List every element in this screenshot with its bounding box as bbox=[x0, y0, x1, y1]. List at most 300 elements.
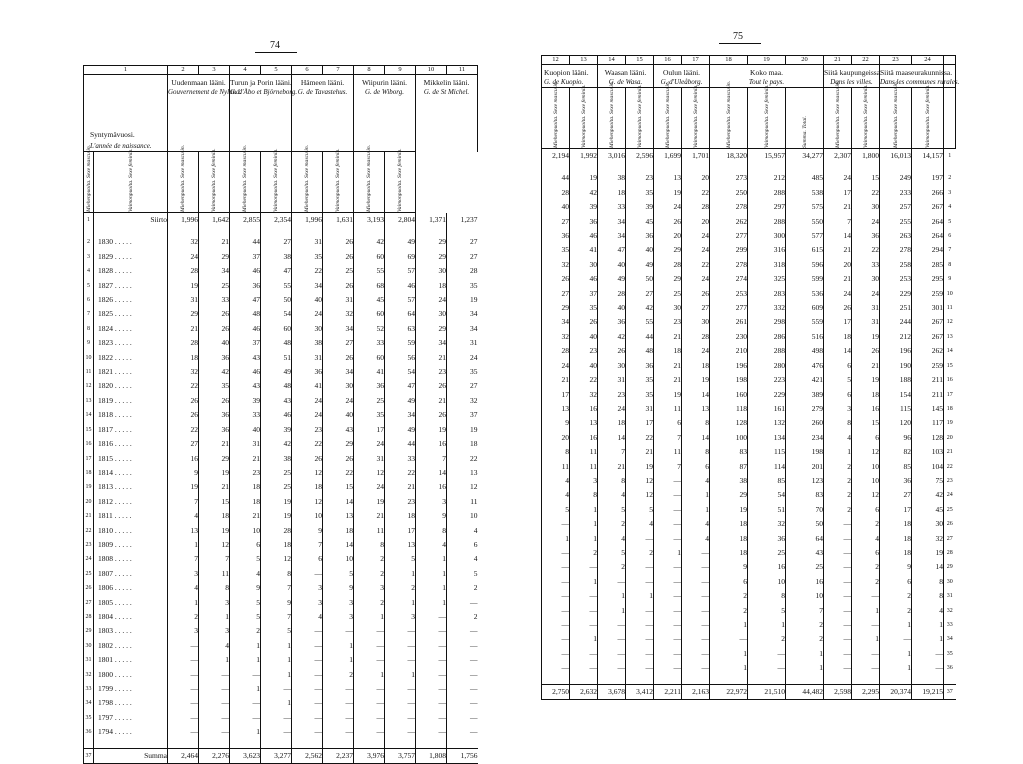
data-cell: — bbox=[570, 647, 598, 661]
data-cell: 26 bbox=[852, 344, 880, 358]
data-cell: 19 bbox=[852, 330, 880, 344]
sex-label-cell bbox=[654, 80, 682, 149]
data-cell: 117 bbox=[912, 416, 944, 430]
left-page-number: 74 bbox=[270, 40, 280, 51]
data-cell: 6 bbox=[292, 552, 323, 566]
data-cell: — bbox=[824, 661, 852, 675]
data-cell: 15 bbox=[852, 416, 880, 430]
data-cell: — bbox=[598, 618, 626, 632]
table-row bbox=[542, 684, 956, 699]
sex-male-label: Miehenpuolta. Sexe masculin. bbox=[85, 144, 92, 212]
data-cell: 29 bbox=[416, 235, 447, 249]
data-cell: 10 bbox=[230, 524, 261, 538]
data-cell: 9 bbox=[230, 581, 261, 595]
data-cell: 476 bbox=[786, 359, 824, 373]
data-cell: — bbox=[626, 618, 654, 632]
data-cell: 33 bbox=[199, 293, 230, 307]
data-cell: — bbox=[570, 560, 598, 574]
data-cell: 24 bbox=[852, 287, 880, 301]
data-cell: 55 bbox=[261, 279, 292, 293]
data-cell: 46 bbox=[230, 322, 261, 336]
data-cell: 3 bbox=[323, 596, 354, 610]
data-cell: 1 bbox=[710, 661, 748, 675]
data-cell: 6 bbox=[852, 546, 880, 560]
data-cell: 32 bbox=[542, 258, 570, 272]
data-cell: 2 bbox=[168, 610, 199, 624]
row-year-label: 1814 . . . . . bbox=[94, 466, 168, 480]
data-cell: — bbox=[542, 517, 570, 531]
row-index: 5 bbox=[84, 279, 94, 293]
table-row bbox=[84, 365, 478, 379]
data-cell: 16 bbox=[416, 437, 447, 451]
data-cell: 11 bbox=[199, 567, 230, 581]
data-cell: — bbox=[447, 596, 478, 610]
data-cell: 1 bbox=[230, 653, 261, 667]
sex-label: Miehenpuolta. Sexe masculin. bbox=[664, 80, 671, 148]
table-row bbox=[542, 431, 956, 445]
data-cell: 18 bbox=[168, 351, 199, 365]
data-cell: — bbox=[385, 696, 416, 710]
data-cell: — bbox=[682, 589, 710, 603]
data-cell: 2 bbox=[354, 552, 385, 566]
data-cell: — bbox=[852, 618, 880, 632]
data-cell: 5 bbox=[230, 610, 261, 624]
data-cell: 7 bbox=[292, 538, 323, 552]
table-row bbox=[84, 524, 478, 538]
data-cell: 1 bbox=[912, 618, 944, 632]
row-index: 34 bbox=[944, 632, 956, 646]
row-gap bbox=[84, 227, 478, 235]
table-row bbox=[542, 330, 956, 344]
data-cell: 4 bbox=[682, 474, 710, 488]
data-cell: 15 bbox=[852, 171, 880, 185]
data-cell: 18 bbox=[416, 279, 447, 293]
data-cell: 7 bbox=[416, 452, 447, 466]
data-cell: — bbox=[626, 647, 654, 661]
data-cell: 128 bbox=[912, 431, 944, 445]
data-cell: 35 bbox=[626, 388, 654, 402]
table-row bbox=[542, 215, 956, 229]
data-cell: 19 bbox=[168, 480, 199, 494]
data-cell: 70 bbox=[786, 503, 824, 517]
data-cell: 30 bbox=[292, 322, 323, 336]
data-cell: — bbox=[354, 711, 385, 725]
data-cell: 26 bbox=[598, 344, 626, 358]
data-cell: — bbox=[230, 696, 261, 710]
data-cell: 18 bbox=[447, 437, 478, 451]
row-index: 27 bbox=[944, 532, 956, 546]
data-cell: 8 bbox=[542, 445, 570, 459]
province-header-oulu: Oulun lääni. G. d'Uleåborg. bbox=[654, 65, 710, 88]
data-cell: 56 bbox=[385, 351, 416, 365]
data-cell: 18 bbox=[292, 480, 323, 494]
data-cell: 55 bbox=[354, 264, 385, 278]
data-cell: 36 bbox=[880, 474, 912, 488]
data-cell: 103 bbox=[912, 445, 944, 459]
data-cell: 13 bbox=[323, 509, 354, 523]
data-cell: 5 bbox=[626, 503, 654, 517]
data-cell: 34 bbox=[447, 322, 478, 336]
data-cell: 43 bbox=[230, 379, 261, 393]
data-cell: 3 bbox=[199, 624, 230, 638]
data-cell: 23 bbox=[654, 315, 682, 329]
sex-label-cell bbox=[912, 84, 944, 149]
data-cell: 16 bbox=[786, 575, 824, 589]
data-cell: 24 bbox=[416, 293, 447, 307]
data-cell: 1 bbox=[230, 725, 261, 739]
data-cell: 36 bbox=[542, 229, 570, 243]
col-number-4: 4 bbox=[230, 66, 261, 75]
data-cell: 211 bbox=[912, 373, 944, 387]
data-cell: 1 bbox=[710, 618, 748, 632]
data-cell: 1 bbox=[880, 618, 912, 632]
row-index: 10 bbox=[84, 351, 94, 365]
row-gap bbox=[542, 676, 956, 685]
data-cell: 262 bbox=[912, 344, 944, 358]
data-cell: 1 bbox=[354, 668, 385, 682]
data-cell: 8 bbox=[570, 488, 598, 502]
data-cell: 1 bbox=[570, 575, 598, 589]
row-index: 26 bbox=[84, 581, 94, 595]
province-header-vaasa: Waasan lääni. G. de Wasa. bbox=[598, 65, 654, 88]
data-cell: — bbox=[292, 711, 323, 725]
data-cell: 11 bbox=[570, 460, 598, 474]
data-cell: 39 bbox=[261, 423, 292, 437]
data-cell: 40 bbox=[570, 359, 598, 373]
data-cell: 298 bbox=[748, 315, 786, 329]
data-cell: — bbox=[292, 696, 323, 710]
data-cell: — bbox=[416, 725, 447, 739]
data-cell: 21 bbox=[824, 272, 852, 286]
sex-label: Miehenpuolta. Sexe masculin. bbox=[552, 80, 559, 148]
data-cell: — bbox=[542, 560, 570, 574]
table-row bbox=[542, 460, 956, 474]
data-cell: 17 bbox=[542, 388, 570, 402]
col-number-18: 18 bbox=[710, 56, 748, 65]
sex-label: Miehenpuolta. Sexe masculin. bbox=[834, 80, 841, 148]
data-cell: 1 bbox=[880, 661, 912, 675]
row-index: 11 bbox=[944, 301, 956, 315]
data-cell: 37 bbox=[447, 408, 478, 422]
row-year-label: 1804 . . . . . bbox=[94, 610, 168, 624]
data-cell: 29 bbox=[542, 301, 570, 315]
data-cell: 45 bbox=[626, 215, 654, 229]
data-cell: 33 bbox=[385, 452, 416, 466]
data-cell: 34 bbox=[598, 229, 626, 243]
data-cell: — bbox=[682, 618, 710, 632]
data-cell: 54 bbox=[261, 307, 292, 321]
data-cell: 4 bbox=[912, 604, 944, 618]
data-cell: — bbox=[880, 632, 912, 646]
data-cell: 11 bbox=[654, 445, 682, 459]
row-index: 2 bbox=[944, 171, 956, 185]
sex-label: Vaimonpuolta. Sexe feminin. bbox=[862, 84, 869, 148]
data-cell: — bbox=[710, 632, 748, 646]
data-cell: 1 bbox=[880, 647, 912, 661]
data-cell: 20 bbox=[542, 431, 570, 445]
data-cell: — bbox=[824, 589, 852, 603]
data-cell: 3,412 bbox=[626, 684, 654, 699]
data-cell: 35 bbox=[354, 408, 385, 422]
data-cell: 24 bbox=[682, 229, 710, 243]
header-whole-country: Koko maa. Tout le pays. bbox=[710, 65, 824, 88]
right-data-body bbox=[542, 149, 956, 700]
table-row bbox=[84, 552, 478, 566]
data-cell: 264 bbox=[912, 229, 944, 243]
data-cell: 22 bbox=[292, 264, 323, 278]
data-cell: 22 bbox=[385, 466, 416, 480]
data-cell: 38 bbox=[261, 250, 292, 264]
data-cell: 29 bbox=[654, 243, 682, 257]
data-cell: 82 bbox=[880, 445, 912, 459]
data-cell: 7 bbox=[824, 215, 852, 229]
data-cell: 1 bbox=[385, 567, 416, 581]
data-cell: 251 bbox=[880, 301, 912, 315]
table-row bbox=[84, 596, 478, 610]
data-cell: — bbox=[626, 532, 654, 546]
data-cell: 1 bbox=[710, 647, 748, 661]
data-cell: — bbox=[682, 632, 710, 646]
row-year-label: 1798 . . . . . bbox=[94, 696, 168, 710]
index-spacer bbox=[944, 88, 956, 149]
province-header-hame: Hämeen lääni. G. de Tavastehus. bbox=[292, 75, 354, 152]
data-cell: 4 bbox=[168, 509, 199, 523]
data-cell: 5 bbox=[542, 503, 570, 517]
data-cell: 2 bbox=[710, 604, 748, 618]
data-cell: 24 bbox=[598, 402, 626, 416]
data-cell: 28 bbox=[542, 186, 570, 200]
data-cell: 60 bbox=[354, 351, 385, 365]
table-row bbox=[542, 171, 956, 185]
data-cell: 37 bbox=[570, 287, 598, 301]
data-cell: 1 bbox=[385, 596, 416, 610]
data-cell: 1 bbox=[570, 503, 598, 517]
data-cell: 2,632 bbox=[570, 684, 598, 699]
row-index: 6 bbox=[944, 229, 956, 243]
data-cell: 35 bbox=[626, 373, 654, 387]
data-cell: — bbox=[385, 624, 416, 638]
data-cell: 498 bbox=[786, 344, 824, 358]
data-cell: — bbox=[416, 624, 447, 638]
data-cell: 26 bbox=[199, 394, 230, 408]
data-cell: 1 bbox=[416, 567, 447, 581]
data-cell: 8 bbox=[416, 524, 447, 538]
data-cell: 23 bbox=[626, 171, 654, 185]
data-cell: — bbox=[598, 575, 626, 589]
row-index: 28 bbox=[944, 546, 956, 560]
data-cell: 2 bbox=[852, 575, 880, 589]
data-cell: 31 bbox=[852, 301, 880, 315]
data-cell: 35 bbox=[570, 301, 598, 315]
row-year-label: 1813 . . . . . bbox=[94, 480, 168, 494]
data-cell: — bbox=[385, 639, 416, 653]
data-cell: 22 bbox=[682, 186, 710, 200]
data-cell: 17 bbox=[626, 416, 654, 430]
sex-male-label: Miehenpuolta. Sexe masculin. bbox=[180, 144, 186, 212]
col-number-21: 21 bbox=[824, 56, 852, 65]
data-cell: 26 bbox=[168, 408, 199, 422]
data-cell: 19 bbox=[261, 495, 292, 509]
data-cell: 60 bbox=[354, 307, 385, 321]
data-cell: — bbox=[912, 647, 944, 661]
data-cell: 46 bbox=[385, 279, 416, 293]
data-cell: 26 bbox=[323, 452, 354, 466]
data-cell: 33 bbox=[598, 200, 626, 214]
data-cell: 1 bbox=[912, 632, 944, 646]
data-cell: 28 bbox=[168, 336, 199, 350]
data-cell: 8 bbox=[682, 445, 710, 459]
row-index: 24 bbox=[944, 488, 956, 502]
data-cell: 26 bbox=[323, 351, 354, 365]
row-year-label: 1800 . . . . . bbox=[94, 668, 168, 682]
data-cell: 285 bbox=[912, 258, 944, 272]
sex-male-label: Miehenpuolta. Sexe masculin. bbox=[242, 144, 248, 212]
data-cell: 47 bbox=[230, 293, 261, 307]
data-cell: 34 bbox=[323, 365, 354, 379]
data-cell: — bbox=[542, 661, 570, 675]
row-year-label: 1826 . . . . . bbox=[94, 293, 168, 307]
data-cell: 26 bbox=[292, 452, 323, 466]
data-cell: 332 bbox=[748, 301, 786, 315]
data-cell: 31 bbox=[323, 293, 354, 307]
data-cell: 4 bbox=[230, 567, 261, 581]
data-cell: 59 bbox=[385, 336, 416, 350]
data-cell: 14 bbox=[682, 388, 710, 402]
data-cell: — bbox=[570, 618, 598, 632]
province-header-mikkeli: Mikkelin lääni. G. de St Michel. bbox=[416, 75, 478, 152]
row-index: 12 bbox=[944, 315, 956, 329]
data-cell: 288 bbox=[748, 186, 786, 200]
data-cell: 9 bbox=[416, 509, 447, 523]
data-cell: 11 bbox=[542, 460, 570, 474]
data-cell: 516 bbox=[786, 330, 824, 344]
data-cell: 262 bbox=[710, 215, 748, 229]
data-cell: — bbox=[385, 725, 416, 739]
data-cell: — bbox=[654, 661, 682, 675]
data-cell: 34 bbox=[199, 264, 230, 278]
year-header-fr: L'année de naissance. bbox=[90, 142, 152, 150]
col-number-blank bbox=[944, 56, 956, 65]
data-cell: 13 bbox=[168, 524, 199, 538]
data-cell: 288 bbox=[748, 215, 786, 229]
row-index: 3 bbox=[944, 186, 956, 200]
data-cell: 253 bbox=[880, 272, 912, 286]
table-row bbox=[542, 272, 956, 286]
row-year-label: 1828 . . . . . bbox=[94, 264, 168, 278]
data-cell: 9 bbox=[261, 596, 292, 610]
data-cell: 3,623 bbox=[230, 748, 261, 763]
data-cell: 10 bbox=[852, 460, 880, 474]
data-cell: 26 bbox=[682, 287, 710, 301]
data-cell: 40 bbox=[626, 243, 654, 257]
data-cell: 49 bbox=[598, 272, 626, 286]
data-cell: 49 bbox=[385, 394, 416, 408]
row-year-label: 1810 . . . . . bbox=[94, 524, 168, 538]
sex-label-cell bbox=[542, 80, 570, 149]
data-cell: 20,374 bbox=[880, 684, 912, 699]
data-cell: 40 bbox=[598, 301, 626, 315]
data-cell: 1 bbox=[852, 604, 880, 618]
table-row bbox=[84, 213, 478, 228]
data-cell: 196 bbox=[880, 344, 912, 358]
data-cell: 44 bbox=[385, 437, 416, 451]
data-cell: 29 bbox=[416, 250, 447, 264]
data-cell: 145 bbox=[912, 402, 944, 416]
data-cell: 26 bbox=[570, 315, 598, 329]
data-cell: 2 bbox=[824, 474, 852, 488]
data-cell: 31 bbox=[168, 293, 199, 307]
data-cell: 35 bbox=[292, 250, 323, 264]
row-year-label: 1819 . . . . . bbox=[94, 394, 168, 408]
data-cell: 7 bbox=[261, 581, 292, 595]
row-year-label: 1807 . . . . . bbox=[94, 567, 168, 581]
data-cell: 32 bbox=[570, 388, 598, 402]
data-cell: — bbox=[682, 560, 710, 574]
data-cell: 64 bbox=[385, 307, 416, 321]
table-row bbox=[84, 748, 478, 763]
row-index: 16 bbox=[944, 373, 956, 387]
row-index: 23 bbox=[84, 538, 94, 552]
data-cell: 7 bbox=[654, 431, 682, 445]
data-cell: 6 bbox=[852, 431, 880, 445]
data-cell: 36 bbox=[748, 532, 786, 546]
data-cell: 20 bbox=[682, 215, 710, 229]
data-cell: 12 bbox=[447, 480, 478, 494]
data-cell: 274 bbox=[710, 272, 748, 286]
sex-label: Vaimonpuolta. Sexe feminin. bbox=[636, 84, 643, 148]
row-index: 18 bbox=[944, 402, 956, 416]
sex-label-cell bbox=[824, 80, 852, 149]
row-index: 20 bbox=[944, 431, 956, 445]
sex-label-cell bbox=[230, 144, 261, 213]
data-cell: 114 bbox=[748, 460, 786, 474]
row-year-label: 1802 . . . . . bbox=[94, 639, 168, 653]
data-cell: 22 bbox=[852, 186, 880, 200]
data-cell: 7 bbox=[261, 610, 292, 624]
data-cell: 26 bbox=[323, 250, 354, 264]
data-cell: — bbox=[447, 668, 478, 682]
row-year-label: 1823 . . . . . bbox=[94, 336, 168, 350]
data-cell: 10 bbox=[323, 552, 354, 566]
data-cell: 46 bbox=[261, 408, 292, 422]
data-cell: — bbox=[323, 725, 354, 739]
data-cell: 1 bbox=[230, 639, 261, 653]
data-cell: — bbox=[199, 725, 230, 739]
row-year-label: 1818 . . . . . bbox=[94, 408, 168, 422]
data-cell: 21 bbox=[230, 452, 261, 466]
col-number-19: 19 bbox=[748, 56, 786, 65]
data-cell: 1 bbox=[416, 552, 447, 566]
data-cell: 2 bbox=[824, 460, 852, 474]
data-cell: 42 bbox=[626, 301, 654, 315]
data-cell: 123 bbox=[786, 474, 824, 488]
data-cell: 300 bbox=[748, 229, 786, 243]
data-cell: — bbox=[598, 661, 626, 675]
data-cell: 4 bbox=[542, 488, 570, 502]
data-cell: 2,596 bbox=[626, 149, 654, 164]
data-cell: — bbox=[168, 639, 199, 653]
data-cell: 295 bbox=[912, 272, 944, 286]
data-cell: 27 bbox=[261, 235, 292, 249]
data-cell: 198 bbox=[710, 373, 748, 387]
left-page-number-rule bbox=[255, 52, 297, 53]
data-cell: 36 bbox=[626, 229, 654, 243]
data-cell: 3 bbox=[168, 567, 199, 581]
data-cell: 1 bbox=[385, 668, 416, 682]
data-cell: — bbox=[598, 647, 626, 661]
data-cell: 32 bbox=[168, 235, 199, 249]
data-cell: 36 bbox=[570, 215, 598, 229]
